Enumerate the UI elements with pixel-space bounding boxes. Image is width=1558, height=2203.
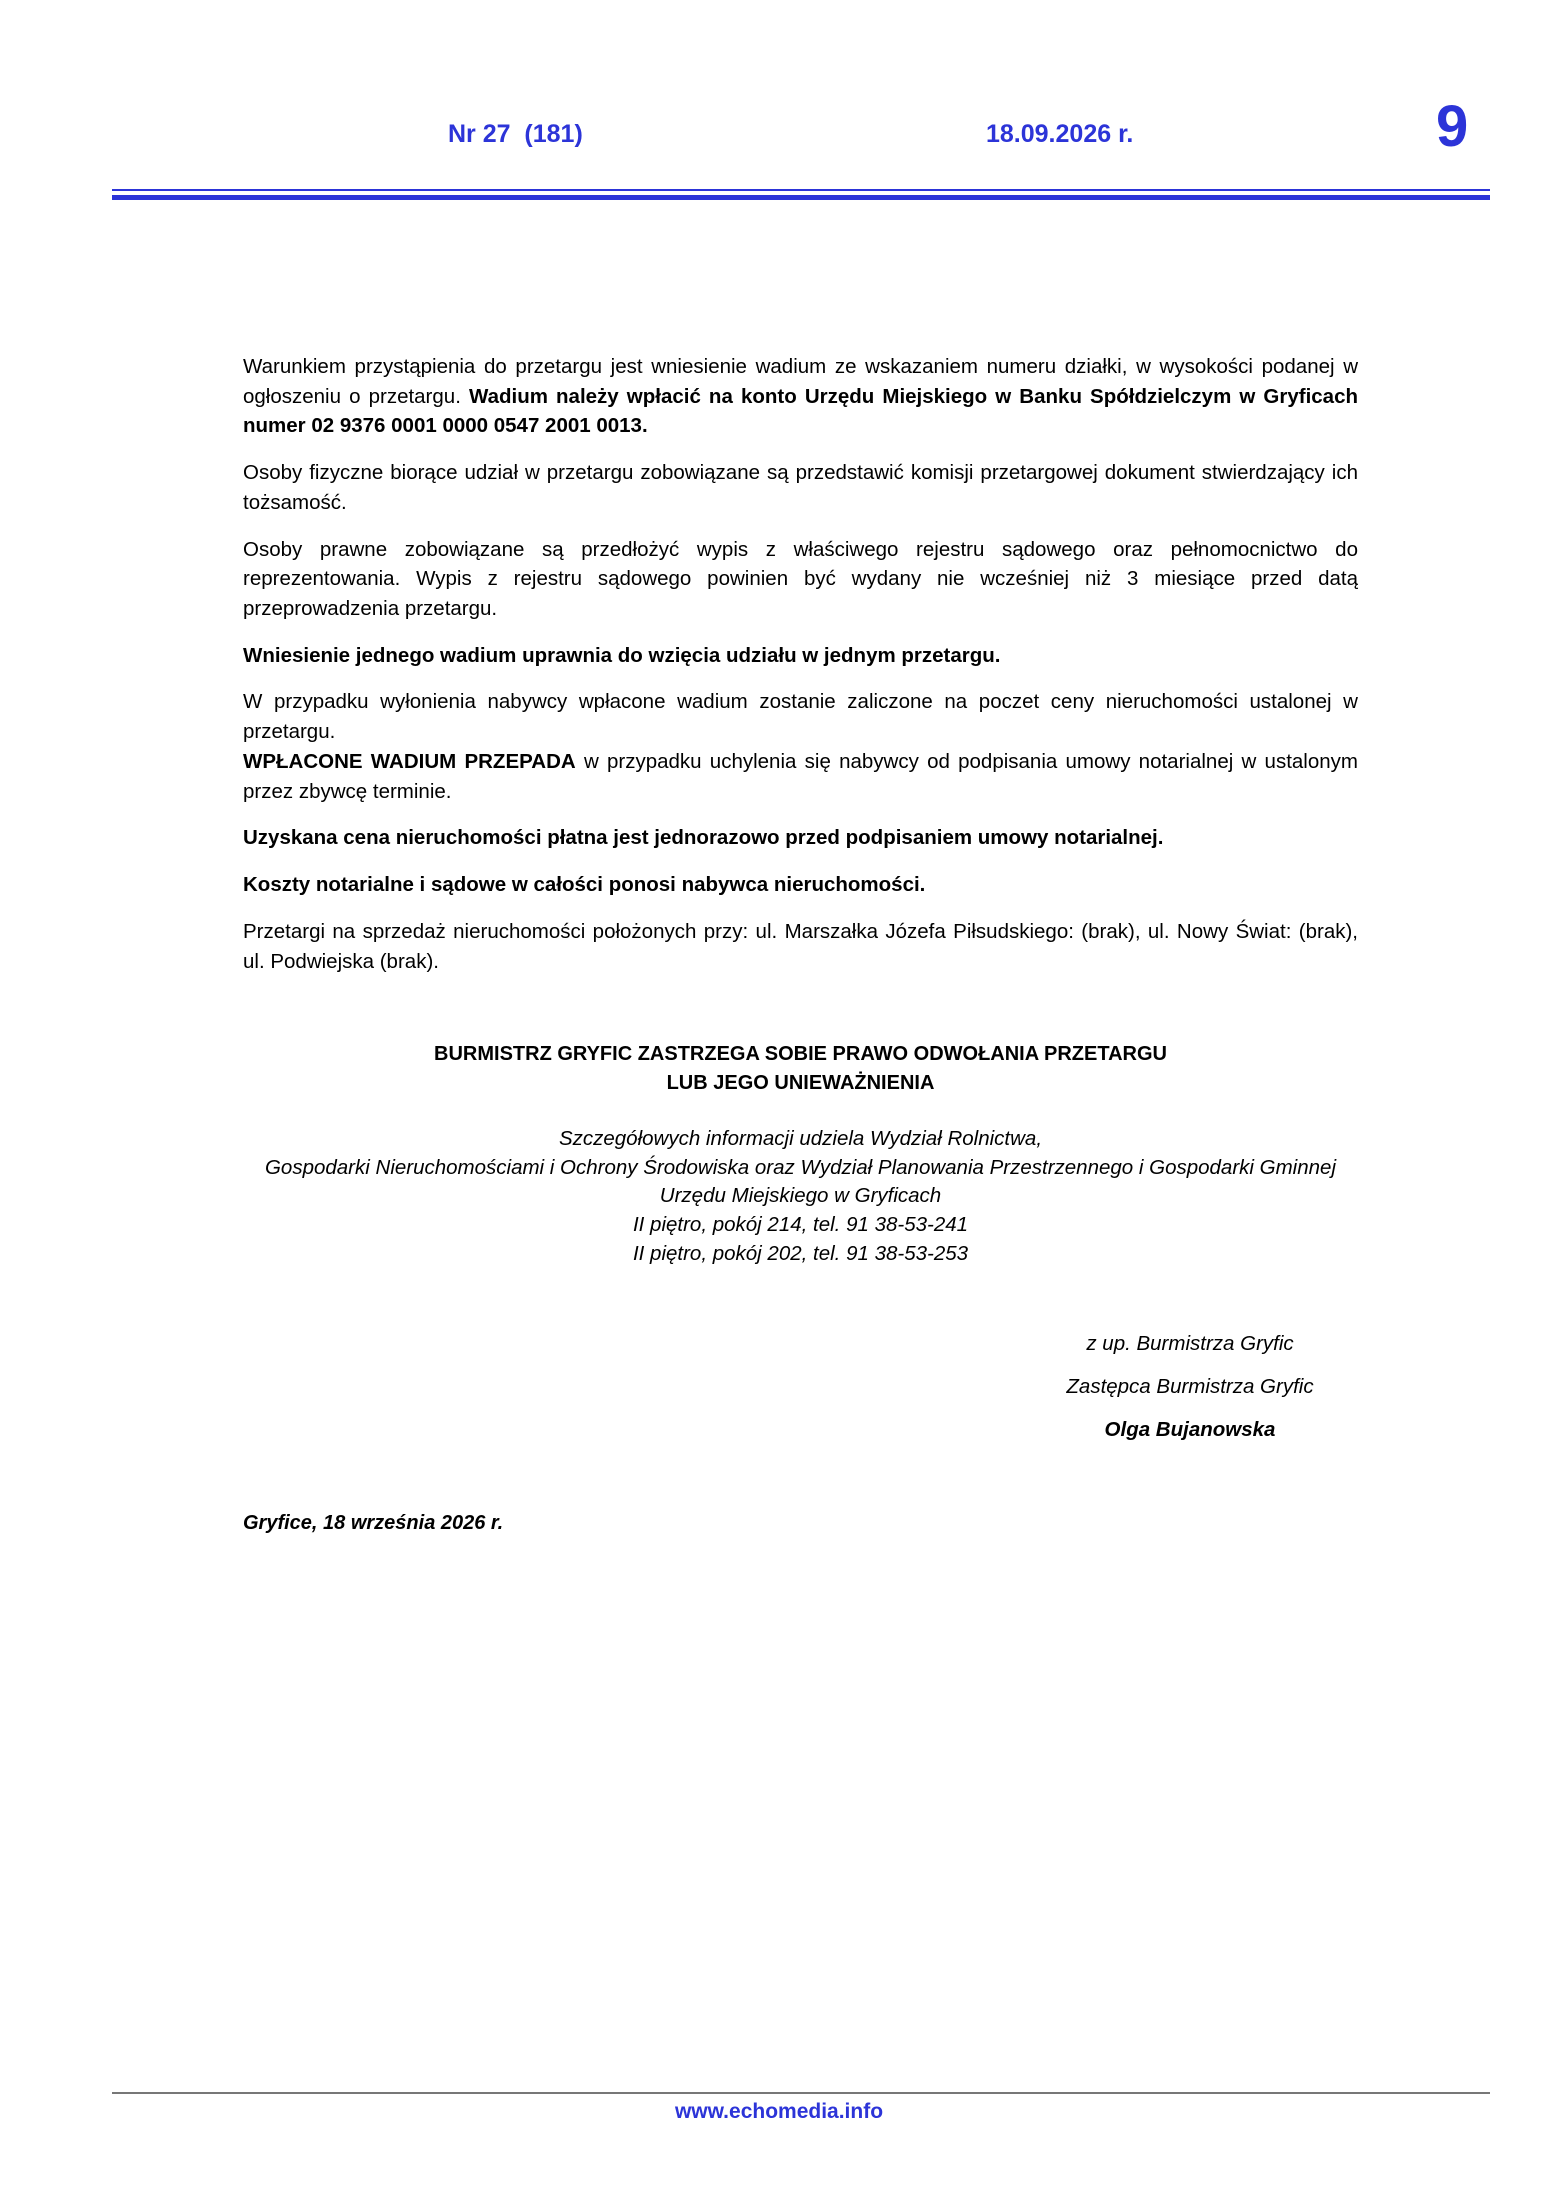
cancellation-notice bbox=[243, 1040, 1358, 1098]
contact-line-5: II piętro, pokój 202, tel. 91 38-53-253 bbox=[632, 1241, 969, 1265]
header-divider-thin bbox=[112, 189, 1490, 191]
deposit-condition: Warunkiem przystąpienia do przetargu jest wniesienie wadium ze wskazaniem numeru działki, w wysokości podanej w ogłoszeniu o przetargu. bbox=[243, 355, 1358, 408]
paragraph-natural-persons: Osoby fizyczne biorące udział w przetargu zobowiązane są przedstawić komisji przetargowej dokument stwierdzający ich tożsamość. bbox=[243, 461, 1358, 514]
contact-line-2: Gospodarki Nieruchomościami i Ochrony Środowiska oraz Wydział Planowania Przestrzennego i Gospodarki Gminnej bbox=[264, 1155, 1336, 1179]
issue-date: 18.09.2026 r. bbox=[986, 120, 1134, 148]
payment-text: Uzyskana cena nieruchomości płatna jest jednorazowo przed podpisaniem umowy notarialnej. bbox=[243, 826, 1164, 850]
deposit-credit-text: W przypadku wyłonienia nabywcy wpłacone wadium zostanie zaliczone na poczet ceny nieruchomości ustalonej w przetargu. bbox=[243, 690, 1358, 744]
announcement-body bbox=[243, 352, 1358, 993]
contact-line-3: Urzędu Miejskiego w Gryficach bbox=[659, 1184, 942, 1208]
deposit-account: Wadium należy wpłacić na konto Urzędu Miejskiego w Banku Spółdzielczym w Gryficach numer 02 9376 0001 0000 0547 2001 0013. bbox=[243, 384, 1358, 438]
paragraph-legal-persons: Osoby prawne zobowiązane są przedłożyć wypis z właściwego rejestru sądowego oraz pełnomocnictwo do reprezentowania. Wypis z rejestru sądowego powinien być wydany nie wcześniej niż 3 miesiące przed datą przeprowadzenia przetargu. bbox=[243, 537, 1358, 621]
paragraph-costs bbox=[243, 870, 1358, 900]
header-divider-thick bbox=[112, 195, 1490, 200]
deposit-forfeit-text: w przypadku uchylenia się nabywcy od podpisania umowy notarialnej w ustalonym przez zbywcę terminie. bbox=[243, 749, 1358, 803]
deposit-forfeit-label: WPŁACONE WADIUM PRZEPADA bbox=[243, 749, 576, 773]
paragraph-deposit bbox=[243, 352, 1358, 441]
signature-line-1: z up. Burmistrza Gryfic bbox=[1086, 1332, 1294, 1355]
page-number: 9 bbox=[1436, 94, 1469, 159]
signature-block bbox=[900, 1322, 1480, 1451]
cancellation-notice-line-1: BURMISTRZ GRYFIC ZASTRZEGA SOBIE PRAWO ODWOŁANIA PRZETARGU bbox=[434, 1043, 1167, 1065]
costs-text: Koszty notarialne i sądowe w całości ponosi nabywca nieruchomości. bbox=[243, 873, 926, 897]
paragraph-properties: Przetargi na sprzedaż nieruchomości położonych przy: ul. Marszałka Józefa Piłsudskiego: (brak), ul. Nowy Świat: (brak), ul. Podwiejska (brak). bbox=[243, 919, 1358, 973]
paragraph-single-deposit bbox=[243, 641, 1358, 671]
paragraph-payment bbox=[243, 823, 1358, 853]
paragraph-deposit-forfeit bbox=[243, 687, 1358, 806]
cancellation-notice-line-2: LUB JEGO UNIEWAŻNIENIA bbox=[666, 1072, 935, 1094]
signatory-name: Olga Bujanowska bbox=[1104, 1418, 1276, 1441]
contact-line-1: Szczegółowych informacji udziela Wydział Rolnictwa, bbox=[558, 1127, 1043, 1150]
contact-line-4: II piętro, pokój 214, tel. 91 38-53-241 bbox=[632, 1213, 969, 1237]
contact-info bbox=[243, 1125, 1358, 1268]
signature-line-2: Zastępca Burmistrza Gryfic bbox=[1066, 1375, 1314, 1398]
place-and-date: Gryfice, 18 września 2026 r. bbox=[243, 1512, 504, 1534]
footer-divider bbox=[112, 2092, 1490, 2094]
single-deposit-text: Wniesienie jednego wadium uprawnia do wzięcia udziału w jednym przetargu. bbox=[243, 643, 1001, 667]
issue-number: Nr 27 (181) bbox=[448, 120, 583, 148]
footer-website-link[interactable]: www.echomedia.info bbox=[674, 2100, 884, 2123]
